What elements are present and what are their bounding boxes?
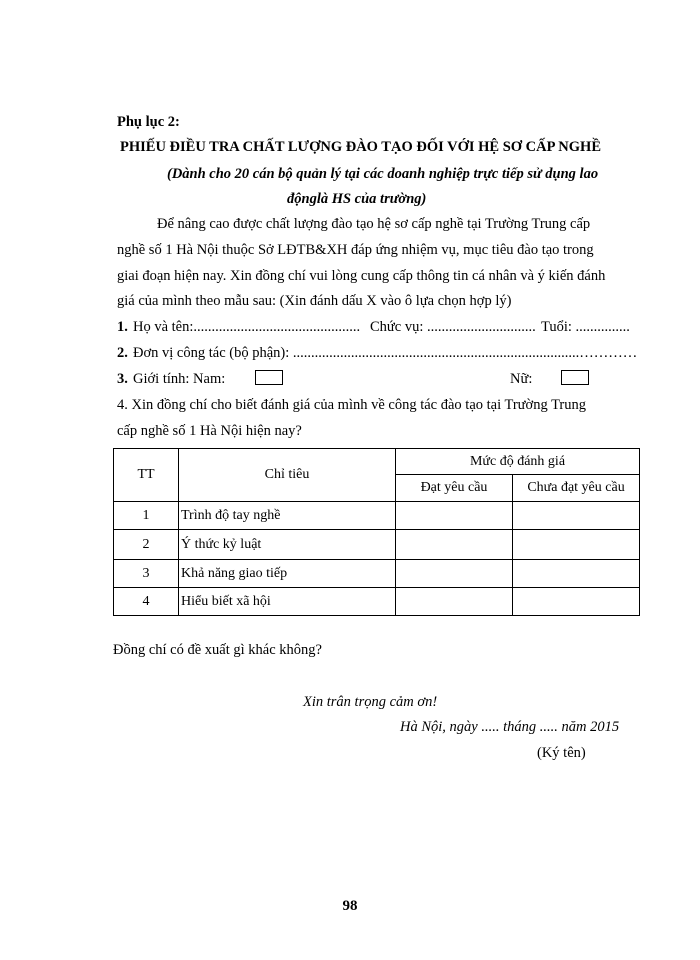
appendix-label: Phụ lục 2: (117, 114, 180, 130)
row-tt: 1 (114, 502, 179, 530)
form-subtitle-line2: độnglà HS của trường) (287, 191, 427, 207)
cell-meets[interactable] (396, 530, 513, 560)
q1-number: 1. (117, 319, 128, 335)
thanks-text: Xin trân trọng cảm ơn! (303, 694, 438, 710)
name-field[interactable]: Họ và tên:.............................................. (133, 319, 361, 335)
table-row (114, 588, 640, 616)
suggestion-prompt: Đồng chí có đề xuất gì khác không? (113, 642, 322, 658)
q4-line-2: cấp nghề số 1 Hà Nội hiện nay? (117, 423, 302, 439)
intro-line-1: Để nâng cao được chất lượng đào tạo hệ sơ cấp nghề tại Trường Trung cấp (157, 216, 591, 232)
header-criteria: Chỉ tiêu (179, 449, 396, 502)
row-criteria: Hiểu biết xã hội (179, 588, 396, 616)
row-criteria: Trình độ tay nghề (179, 502, 396, 530)
row-criteria: Ý thức kỷ luật (179, 530, 396, 560)
intro-line-3: giai đoạn hiện nay. Xin đồng chí vui lòng cung cấp thông tin cá nhân và ý kiến đánh (117, 268, 606, 284)
age-field[interactable]: Tuổi: ............... (541, 319, 630, 335)
evaluation-table (113, 448, 640, 616)
cell-meets[interactable] (396, 560, 513, 588)
cell-not-meets[interactable] (513, 560, 640, 588)
cell-meets[interactable] (396, 502, 513, 530)
department-field[interactable]: Đơn vị công tác (bộ phận): ...............................................................................………… (133, 345, 638, 361)
intro-line-4: giá của mình theo mẫu sau: (Xin đánh dấu X vào ô lựa chọn hợp lý) (117, 293, 512, 309)
table-row (114, 530, 640, 560)
header-not-meets: Chưa đạt yêu cầu (513, 475, 640, 502)
row-criteria: Khả năng giao tiếp (179, 560, 396, 588)
q3-number: 3. (117, 371, 128, 387)
q4-line-1: 4. Xin đồng chí cho biết đánh giá của mình về công tác đào tạo tại Trường Trung (117, 397, 586, 413)
gender-label: Giới tính: Nam: (133, 371, 226, 387)
male-checkbox[interactable] (255, 370, 283, 385)
female-label: Nữ: (510, 371, 533, 387)
header-tt: TT (114, 449, 179, 502)
cell-meets[interactable] (396, 588, 513, 616)
row-tt: 4 (114, 588, 179, 616)
table-row (114, 560, 640, 588)
cell-not-meets[interactable] (513, 502, 640, 530)
cell-not-meets[interactable] (513, 588, 640, 616)
form-title: PHIẾU ĐIỀU TRA CHẤT LƯỢNG ĐÀO TẠO ĐỐI VỚI HỆ SƠ CẤP NGHỀ (120, 139, 601, 155)
intro-line-2: nghề số 1 Hà Nội thuộc Sở LĐTB&XH đáp ứng nhiệm vụ, mục tiêu đào tạo trong (117, 242, 594, 258)
cell-not-meets[interactable] (513, 530, 640, 560)
header-evaluation-level: Mức độ đánh giá (396, 449, 640, 475)
row-tt: 2 (114, 530, 179, 560)
female-checkbox[interactable] (561, 370, 589, 385)
table-row (114, 502, 640, 530)
position-field[interactable]: Chức vụ: .............................. (370, 319, 536, 335)
form-subtitle-line1: (Dành cho 20 cán bộ quản lý tại các doanh nghiệp trực tiếp sử dụng lao (167, 166, 599, 182)
page-number: 98 (342, 898, 358, 914)
row-tt: 3 (114, 560, 179, 588)
signature-label: (Ký tên) (537, 745, 586, 761)
q2-number: 2. (117, 345, 128, 361)
place-date: Hà Nội, ngày ..... tháng ..... năm 2015 (400, 719, 620, 735)
header-meets: Đạt yêu cầu (396, 475, 513, 502)
